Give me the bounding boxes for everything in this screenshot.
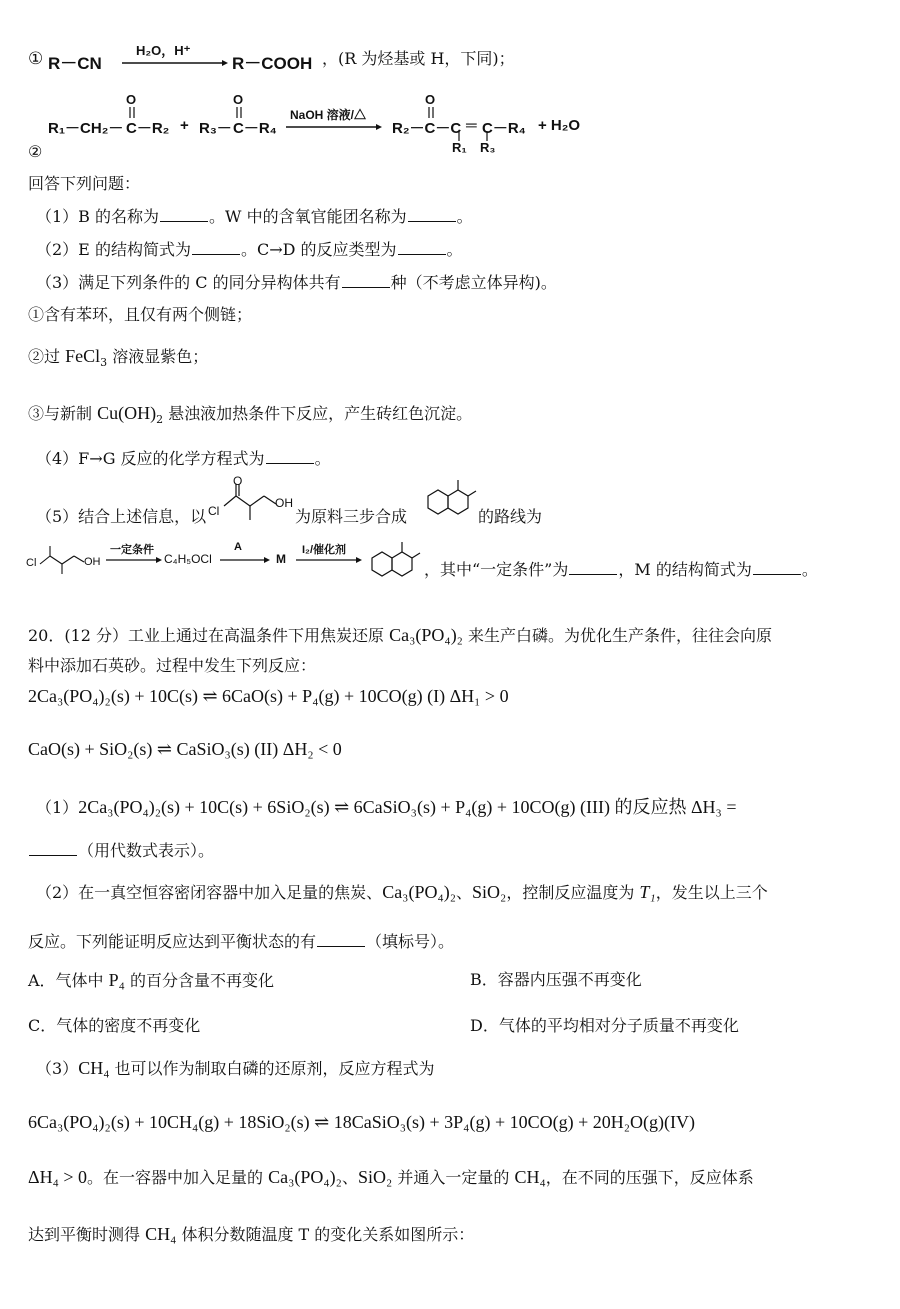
s1-text-a: （1） <box>36 798 79 817</box>
acid-product: R－COOH <box>232 54 313 73</box>
double-bond-3 <box>427 107 435 119</box>
q4-text-a: （4）F→G 反应的化学方程式为 <box>36 449 265 468</box>
carbonyl-o-1: O <box>126 92 137 107</box>
chloro-hydroxy-acyl-structure <box>212 478 282 528</box>
product-double-bond: ═ <box>466 117 477 134</box>
nitrile-reactant: R－CN <box>48 54 102 73</box>
product-right: C－R₄ <box>482 120 526 137</box>
answer-blank[interactable] <box>266 446 314 464</box>
option-a-text-a: A．气体中 <box>28 971 109 990</box>
cuoh2-formula: Cu(OH) <box>97 403 157 423</box>
s2b-text-b: （填标号）。 <box>366 932 455 951</box>
ca3po42-formula: Ca₃(PO₄)₂ <box>389 625 463 645</box>
route-step3: I₂/催化剂 <box>302 544 346 556</box>
sub-question-1 <box>36 795 736 820</box>
route-arrow-1 <box>106 557 162 565</box>
answer-blank[interactable] <box>192 237 240 255</box>
question-20-line2: 料中添加石英砂。过程中发生下列反应： <box>28 656 317 675</box>
route-text-a: ，其中“一定条件”为 <box>424 560 569 579</box>
route-text-b: ，M 的结构简式为 <box>618 560 752 579</box>
delta-h4: ΔH₄ > 0 <box>28 1167 88 1187</box>
route-oh: OH <box>84 556 101 568</box>
answer-blank[interactable] <box>408 204 456 222</box>
q4-text-b: 。 <box>314 449 331 468</box>
q5-text-b: 为原料三步合成 <box>295 507 408 526</box>
answer-blank[interactable] <box>317 929 365 947</box>
question-3 <box>36 270 557 295</box>
s2-separator: 、 <box>456 883 473 902</box>
sub-question-3-line4 <box>28 1222 474 1247</box>
answer-blank[interactable] <box>753 557 801 575</box>
substituent-r1: R₁ <box>452 140 467 155</box>
q2-text-a: （2）E 的结构简式为 <box>36 240 191 259</box>
hydrolysis-conditions: H₂O，H⁺ <box>136 43 191 58</box>
ch4-formula: CH₄ <box>514 1167 546 1187</box>
reaction-arrow-2 <box>286 124 382 132</box>
route-start-structure <box>30 544 92 580</box>
question-1 <box>36 204 473 229</box>
condition-3 <box>28 401 472 432</box>
p4-formula: P₄ <box>108 970 125 990</box>
fecl3-formula: FeCl <box>65 346 101 366</box>
product-left: R₂－C－C <box>392 120 462 137</box>
plus-sign: + <box>180 117 189 134</box>
s3d-text-a: 达到平衡时测得 <box>28 1225 146 1244</box>
fecl3-subscript: 3 <box>100 356 108 370</box>
cond3-text-a: ③与新制 <box>28 404 98 423</box>
s1b-text: （用代数式表示）。 <box>78 841 215 860</box>
q2-text-b: 。C→D 的反应类型为 <box>240 240 397 259</box>
answer-blank[interactable] <box>29 838 77 856</box>
answer-blank[interactable] <box>342 270 390 288</box>
ca3po42-formula: Ca₃(PO₄)₂ <box>382 882 457 902</box>
route-arrow-2 <box>220 557 270 565</box>
s3-text-b: 也可以作为制取白磷的还原剂，反应方程式为 <box>109 1059 435 1078</box>
s3c-text-d: ，在不同的压强下，反应体系 <box>545 1168 754 1187</box>
circle-two: ② <box>28 142 43 161</box>
equation-3: 2Ca₃(PO₄)₂(s) + 10C(s) + 6SiO₂(s) ⇌ 6CaSiO₃(s) + P₄(g) + 10CO(g) (III) 的反应热 ΔH₃ = <box>78 797 737 817</box>
sub-question-3-line3 <box>28 1165 754 1190</box>
s2-text-c: ，发生以上三个 <box>655 883 768 902</box>
condensation-conditions: NaOH 溶液/△ <box>290 108 367 122</box>
s3c-text-c: 并通入一定量的 <box>392 1168 515 1187</box>
q5-text-c: 的路线为 <box>478 507 543 526</box>
cond2-text-b: 溶液显紫色； <box>107 347 209 366</box>
sio2-formula: SiO₂ <box>357 1167 393 1187</box>
q1-text-b: 。W 中的含氧官能团名称为 <box>209 207 407 226</box>
reactant2-right: C－R₄ <box>233 120 277 137</box>
reactant2-left: R₃－ <box>199 120 232 137</box>
s2-text-a: （2）在一真空恒容密闭容器中加入足量的焦炭、 <box>36 883 383 902</box>
s2-text-b: ，控制反应温度为 <box>506 883 640 902</box>
option-d[interactable]: D．气体的平均相对分子质量不再变化 <box>470 1016 739 1035</box>
sub-question-2-line2 <box>28 929 454 954</box>
cl-label: Cl <box>208 504 220 518</box>
ca3po42-formula: Ca₃(PO₄)₂ <box>268 1167 342 1187</box>
q1-text-a: （1）B 的名称为 <box>36 207 160 226</box>
route-intermediate: C₄H₅OCl <box>164 552 212 566</box>
sio2-formula: SiO₂ <box>472 882 507 902</box>
q20-text-b: 来生产白磷。为优化生产条件，往往会向原 <box>462 626 773 645</box>
reactant1-right: C－R₂ <box>126 120 170 137</box>
sub-question-1-line2 <box>28 838 214 863</box>
route-step2: A <box>234 541 242 553</box>
route-step1: 一定条件 <box>110 544 154 556</box>
o-label: O <box>233 474 243 488</box>
s3-text-a: （3） <box>36 1059 79 1078</box>
answer-blank[interactable] <box>398 237 446 255</box>
water-product: + H₂O <box>538 117 581 134</box>
route-text <box>424 557 818 582</box>
equation-1: 2Ca₃(PO₄)₂(s) + 10C(s) ⇌ 6CaO(s) + P₄(g) + 10CO(g) (I) ΔH₁ > 0 <box>28 686 509 706</box>
s3c-separator: 、 <box>341 1168 358 1187</box>
route-product-chromone <box>366 540 422 584</box>
reaction-arrow-1 <box>122 60 228 68</box>
route-text-c: 。 <box>801 560 818 579</box>
oh-label: OH <box>275 496 293 510</box>
option-a-text-b: 的百分含量不再变化 <box>124 971 275 990</box>
temperature-t1: T₁ <box>639 882 656 902</box>
question-2 <box>36 237 463 262</box>
cond2-text-a: ②过 <box>28 347 66 366</box>
route-m: M <box>276 552 286 566</box>
carbonyl-o-3: O <box>425 92 436 107</box>
equation-2: CaO(s) + SiO₂(s) ⇌ CaSiO₃(s) (II) ΔH₂ < 0 <box>28 739 342 759</box>
intro-line: 回答下列问题： <box>28 174 141 193</box>
note-1-text: ，(R 为烃基或 H，下同)； <box>322 49 515 68</box>
question-4 <box>36 446 331 471</box>
cond3-text-b: 悬浊液加热条件下反应，产生砖红色沉淀。 <box>163 404 473 423</box>
question-20-line1 <box>28 623 772 648</box>
carbonyl-o-2: O <box>233 92 244 107</box>
q2-text-c: 。 <box>446 240 463 259</box>
route-arrow-3 <box>296 557 362 565</box>
s3c-text-b: 。在一容器中加入足量的 <box>87 1168 269 1187</box>
answer-blank[interactable] <box>160 204 208 222</box>
circle-one: ① <box>28 49 44 68</box>
sub-question-2 <box>36 880 768 905</box>
sub-question-3 <box>36 1056 435 1081</box>
q1-text-c: 。 <box>456 207 473 226</box>
q3-text-b: 种（不考虑立体异构)。 <box>390 273 557 292</box>
cuoh2-subscript: 2 <box>156 413 164 427</box>
option-c[interactable]: C．气体的密度不再变化 <box>28 1016 201 1035</box>
chromone-structure <box>422 478 478 526</box>
condition-2 <box>28 344 208 375</box>
substituent-r3: R₃ <box>480 140 496 155</box>
q20-text-a: 20．(12 分）工业上通过在高温条件下用焦炭还原 <box>28 626 390 645</box>
ch4-formula: CH₄ <box>78 1058 110 1078</box>
equation-4: 6Ca₃(PO₄)₂(s) + 10CH₄(g) + 18SiO₂(s) ⇌ 18CaSiO₃(s) + 3P₄(g) + 10CO(g) + 20H₂O(g)(IV) <box>28 1112 695 1132</box>
ch4-formula: CH₄ <box>145 1224 177 1244</box>
option-a[interactable] <box>28 968 274 993</box>
condition-1: ①含有苯环，且仅有两个侧链； <box>28 305 253 324</box>
answer-blank[interactable] <box>569 557 617 575</box>
reactant1-left: R₁－CH₂－ <box>48 120 124 137</box>
s2b-text-a: 反应。下列能证明反应达到平衡状态的有 <box>28 932 317 951</box>
q5-text-a: （5）结合上述信息，以 <box>36 507 207 526</box>
q3-text-a: （3）满足下列条件的 C 的同分异构体共有 <box>36 273 341 292</box>
option-b[interactable]: B．容器内压强不再变化 <box>470 970 642 989</box>
s3d-text-b: 体积分数随温度 T 的变化关系如图所示： <box>176 1225 475 1244</box>
route-cl: Cl <box>26 557 37 569</box>
